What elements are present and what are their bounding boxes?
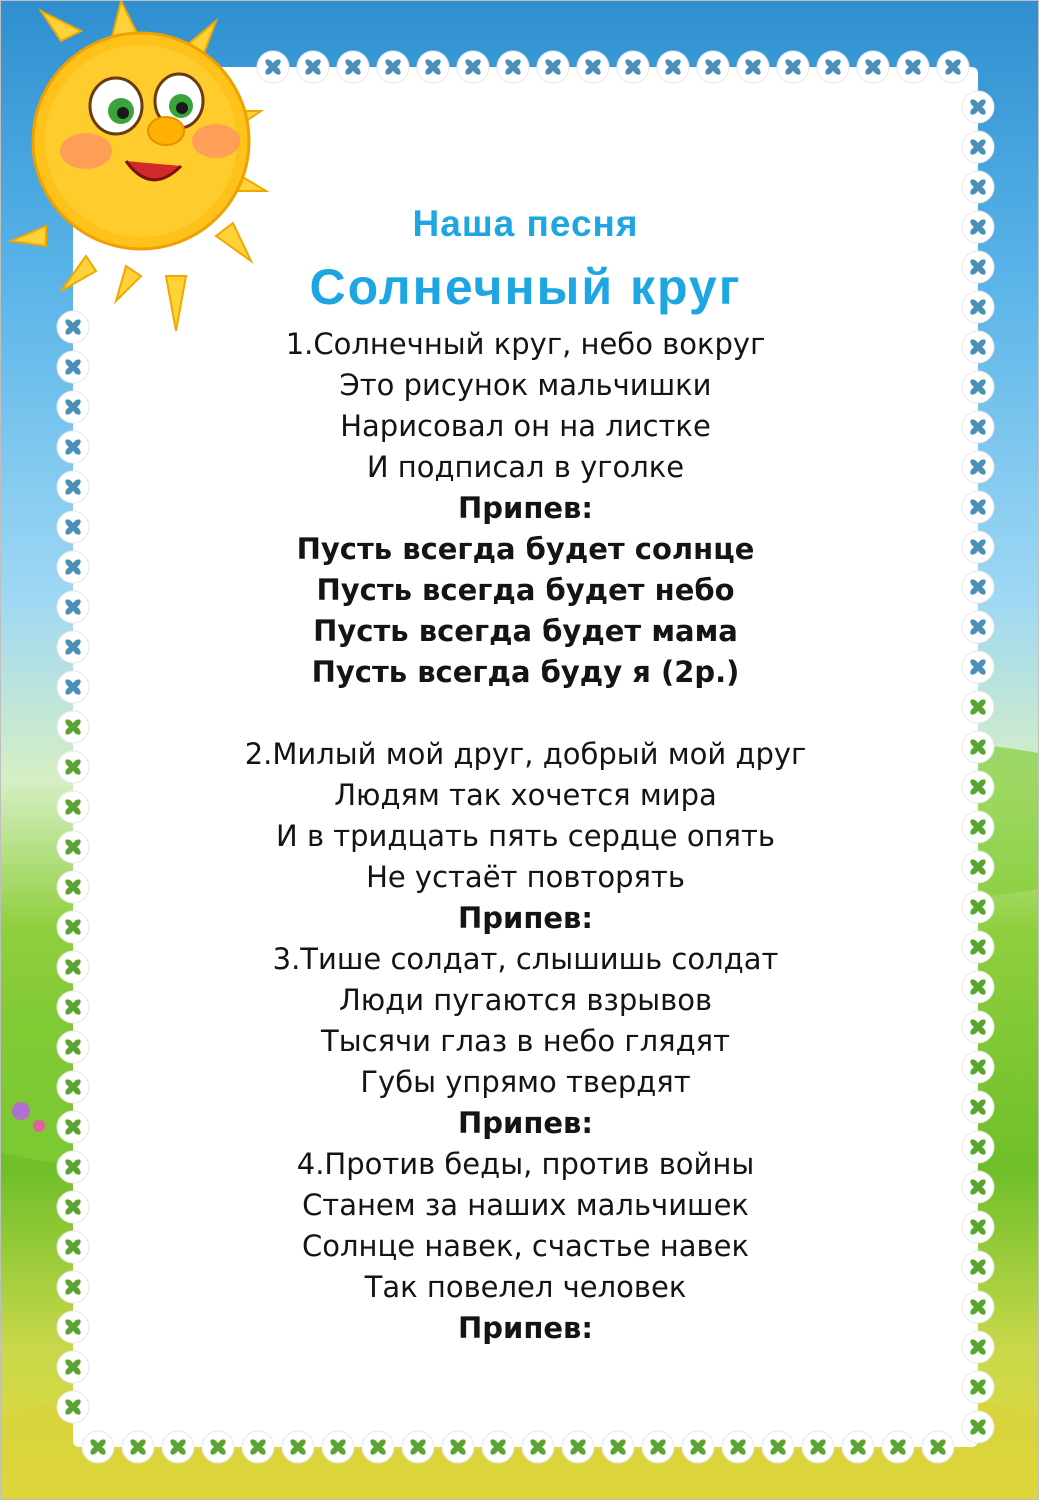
chorus-label: Припев: xyxy=(457,1106,593,1140)
lyric-line: И подписал в уголке xyxy=(366,450,685,484)
lyric-line: 3.Тише солдат, слышишь солдат xyxy=(272,942,779,976)
lyric-line: Тысячи глаз в небо глядят xyxy=(321,1024,730,1058)
clover-flower-icon xyxy=(577,51,609,83)
clover-flower-icon xyxy=(362,1431,394,1463)
clover-flower-icon xyxy=(457,51,489,83)
chorus-label: Припев: xyxy=(457,491,593,525)
clover-flower-icon xyxy=(842,1431,874,1463)
lyric-line: Люди пугаются взрывов xyxy=(338,983,713,1017)
clover-flower-icon xyxy=(882,1431,914,1463)
clover-flower-icon xyxy=(482,1431,514,1463)
clover-flower-icon xyxy=(962,1371,994,1403)
clover-flower-icon xyxy=(57,1391,89,1423)
lyric-line: Нарисовал он на листке xyxy=(340,409,711,443)
lyric-line: 1.Солнечный круг, небо вокруг xyxy=(285,327,766,361)
clover-flower-icon xyxy=(802,1431,834,1463)
clover-flower-icon xyxy=(202,1431,234,1463)
clover-flower-icon xyxy=(922,1431,954,1463)
clover-flower-icon xyxy=(962,91,994,123)
clover-flower-icon xyxy=(322,1431,354,1463)
clover-flower-icon xyxy=(777,51,809,83)
lyric-line: Это рисунок мальчишки xyxy=(339,368,712,402)
lyric-line: Людям так хочется мира xyxy=(334,778,717,812)
song-subtitle: Наша песня xyxy=(412,203,639,244)
clover-flower-icon xyxy=(417,51,449,83)
clover-flower-icon xyxy=(857,51,889,83)
clover-flower-icon xyxy=(962,131,994,163)
chorus-line: Пусть всегда будет небо xyxy=(316,573,735,607)
chorus-label: Припев: xyxy=(457,1311,593,1345)
clover-flower-icon xyxy=(377,51,409,83)
clover-flower-icon xyxy=(937,51,969,83)
clover-flower-icon xyxy=(337,51,369,83)
lyric-line: Так повелел человек xyxy=(364,1270,687,1304)
clover-flower-icon xyxy=(642,1431,674,1463)
clover-flower-icon xyxy=(657,51,689,83)
lyric-line: 2.Милый мой друг, добрый мой друг xyxy=(244,737,807,771)
clover-flower-icon xyxy=(897,51,929,83)
clover-flower-icon xyxy=(682,1431,714,1463)
song-title: Солнечный круг xyxy=(309,259,742,315)
chorus-line: Пусть всегда буду я (2р.) xyxy=(311,655,740,689)
lyric-line: Губы упрямо твердят xyxy=(360,1065,691,1099)
verse-1 xyxy=(73,324,978,488)
chorus-line: Пусть всегда будет солнце xyxy=(296,532,755,566)
clover-flower-icon xyxy=(737,51,769,83)
clover-flower-icon xyxy=(722,1431,754,1463)
lyric-line: Станем за наших мальчишек xyxy=(302,1188,749,1222)
clover-flower-icon xyxy=(817,51,849,83)
clover-flower-icon xyxy=(442,1431,474,1463)
clover-flower-icon xyxy=(537,51,569,83)
clover-flower-icon xyxy=(522,1431,554,1463)
clover-flower-icon xyxy=(562,1431,594,1463)
clover-flower-icon xyxy=(617,51,649,83)
clover-flower-icon xyxy=(162,1431,194,1463)
lyric-line: Солнце навек, счастье навек xyxy=(302,1229,749,1263)
clover-flower-icon xyxy=(57,1351,89,1383)
verse-2 xyxy=(73,734,978,939)
clover-flower-icon xyxy=(297,51,329,83)
clover-flower-icon xyxy=(762,1431,794,1463)
lyric-line: 4.Против беды, против войны xyxy=(296,1147,755,1181)
clover-flower-icon xyxy=(697,51,729,83)
clover-flower-icon xyxy=(122,1431,154,1463)
chorus-line: Пусть всегда будет мама xyxy=(313,614,738,648)
clover-flower-icon xyxy=(497,51,529,83)
chorus-label: Припев: xyxy=(457,901,593,935)
clover-flower-icon xyxy=(282,1431,314,1463)
lyric-line: И в тридцать пять сердце опять xyxy=(276,819,775,853)
verse-3 xyxy=(73,939,978,1144)
verse-4 xyxy=(73,1144,978,1349)
lyric-line: Не устаёт повторять xyxy=(366,860,685,894)
stanza-gap xyxy=(73,693,978,734)
song-lyrics xyxy=(73,196,978,1349)
chorus xyxy=(73,488,978,693)
clover-flower-icon xyxy=(402,1431,434,1463)
clover-flower-icon xyxy=(242,1431,274,1463)
clover-flower-icon xyxy=(962,1411,994,1443)
clover-flower-icon xyxy=(602,1431,634,1463)
clover-flower-icon xyxy=(82,1431,114,1463)
